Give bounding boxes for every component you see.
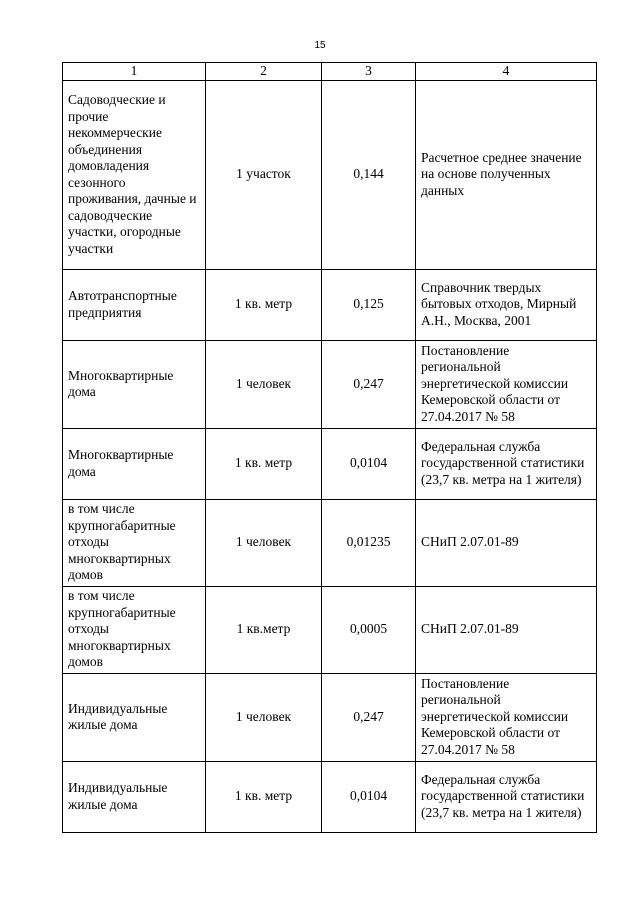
source-cell: Справочник твердых бытовых отходов, Мирный А.Н., Москва, 2001 — [416, 269, 597, 340]
norm-cell: 0,0005 — [322, 586, 416, 673]
category-cell: Многоквартирные дома — [63, 428, 206, 499]
unit-cell: 1 кв. метр — [206, 269, 322, 340]
table-row — [63, 499, 597, 586]
table-row — [63, 761, 597, 832]
norm-cell: 0,0104 — [322, 761, 416, 832]
category-cell: Садоводческие и прочие некоммерческие объединения домовладения сезонного проживания, дачные и садоводческие участки, огородные участки — [63, 80, 206, 269]
norm-cell: 0,247 — [322, 673, 416, 761]
unit-cell: 1 человек — [206, 340, 322, 428]
source-cell: Федеральная служба государственной статистики (23,7 кв. метра на 1 жителя) — [416, 428, 597, 499]
norm-cell: 0,0104 — [322, 428, 416, 499]
source-cell: СНиП 2.07.01-89 — [416, 499, 597, 586]
table-row — [63, 428, 597, 499]
source-cell: Расчетное среднее значение на основе полученных данных — [416, 80, 597, 269]
norm-cell: 0,01235 — [322, 499, 416, 586]
unit-cell: 1 человек — [206, 499, 322, 586]
source-cell: Постановление региональной энергетической комиссии Кемеровской области от 27.04.2017 № 58 — [416, 340, 597, 428]
norm-cell: 0,247 — [322, 340, 416, 428]
table-header-row — [63, 63, 597, 81]
unit-cell: 1 кв.метр — [206, 586, 322, 673]
column-header: 2 — [206, 63, 322, 81]
source-cell: Федеральная служба государственной статистики (23,7 кв. метра на 1 жителя) — [416, 761, 597, 832]
unit-cell: 1 участок — [206, 80, 322, 269]
category-cell: Индивидуальные жилые дома — [63, 673, 206, 761]
category-cell: Индивидуальные жилые дома — [63, 761, 206, 832]
unit-cell: 1 кв. метр — [206, 761, 322, 832]
category-cell: Автотранспортные предприятия — [63, 269, 206, 340]
table-row — [63, 673, 597, 761]
page-number: 15 — [314, 40, 326, 51]
table-row — [63, 340, 597, 428]
category-cell: в том числе крупногабаритные отходы многоквартирных домов — [63, 586, 206, 673]
table-row — [63, 80, 597, 269]
column-header: 3 — [322, 63, 416, 81]
norm-cell: 0,125 — [322, 269, 416, 340]
column-header: 1 — [63, 63, 206, 81]
source-cell: СНиП 2.07.01-89 — [416, 586, 597, 673]
column-header: 4 — [416, 63, 597, 81]
category-cell: в том числе крупногабаритные отходы многоквартирных домов — [63, 499, 206, 586]
norm-cell: 0,144 — [322, 80, 416, 269]
unit-cell: 1 человек — [206, 673, 322, 761]
norms-table — [62, 62, 597, 833]
source-cell: Постановление региональной энергетической комиссии Кемеровской области от 27.04.2017 № 58 — [416, 673, 597, 761]
unit-cell: 1 кв. метр — [206, 428, 322, 499]
category-cell: Многоквартирные дома — [63, 340, 206, 428]
table-row — [63, 586, 597, 673]
table-row — [63, 269, 597, 340]
